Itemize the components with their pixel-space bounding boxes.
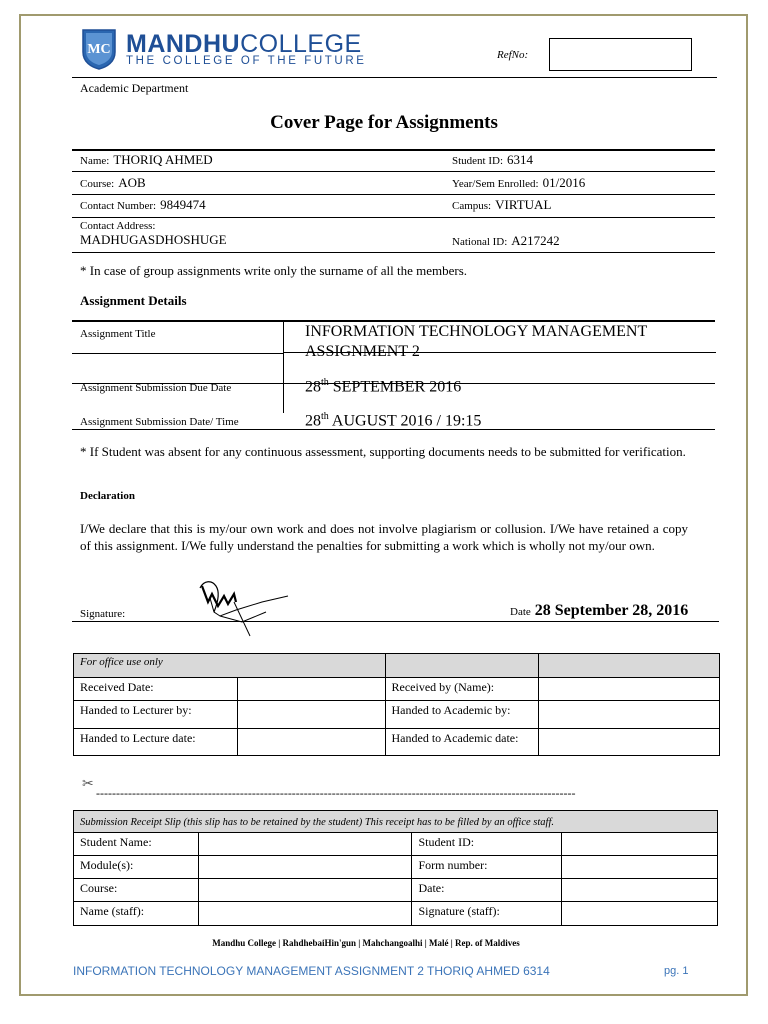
handed-academic-date-label: Handed to Academic date: bbox=[385, 729, 539, 756]
due-date-label: Assignment Submission Due Date bbox=[80, 382, 232, 394]
page-title: Cover Page for Assignments bbox=[270, 112, 498, 133]
logo-wordmark: MANDHUCOLLEGE bbox=[126, 30, 362, 58]
svg-text:MC: MC bbox=[87, 42, 111, 57]
signature-label: Signature: bbox=[80, 608, 126, 620]
handed-lecturer-field[interactable] bbox=[237, 701, 385, 729]
contact-label: Contact Number: bbox=[80, 200, 157, 212]
assignment-title-value: INFORMATION TECHNOLOGY MANAGEMENT bbox=[305, 323, 648, 340]
cut-line: ------------------------------------------------------------------------------------------------------------------------ bbox=[96, 786, 576, 800]
assignment-rule-right bbox=[283, 352, 716, 353]
refno-field[interactable] bbox=[549, 38, 692, 71]
college-crest-icon bbox=[80, 28, 118, 70]
name-value: THORIQ AHMED bbox=[113, 152, 213, 167]
year-row bbox=[452, 174, 585, 192]
national-id-value: A217242 bbox=[511, 233, 560, 248]
college-logo bbox=[80, 28, 367, 72]
info-rule bbox=[72, 171, 715, 172]
course-label: Course: bbox=[80, 178, 115, 190]
date-label: Date bbox=[510, 606, 531, 618]
running-footer: INFORMATION TECHNOLOGY MANAGEMENT ASSIGNMENT 2 THORIQ AHMED 6314 bbox=[73, 964, 550, 978]
scissors-icon: ✂ bbox=[82, 776, 94, 792]
handed-academic-label: Handed to Academic by: bbox=[385, 701, 539, 729]
received-date-field[interactable] bbox=[237, 678, 385, 701]
receipt-date-field[interactable] bbox=[562, 879, 718, 902]
info-rule bbox=[72, 217, 715, 218]
receipt-signature-staff-field[interactable] bbox=[562, 902, 718, 926]
course-row bbox=[80, 174, 146, 192]
received-by-field[interactable] bbox=[539, 678, 720, 701]
assignment-title-value-line2: ASSIGNMENT 2 bbox=[305, 343, 420, 360]
receipt-header: Submission Receipt Slip (this slip has to be retained by the student) This receipt has to be filled by an office staff. bbox=[74, 811, 718, 833]
national-id-row bbox=[452, 232, 560, 250]
receipt-course-label: Course: bbox=[74, 879, 199, 902]
assignment-rule-left bbox=[72, 353, 283, 354]
refno-label: RefNo: bbox=[497, 49, 529, 61]
page-number: pg. 1 bbox=[664, 965, 689, 977]
handed-lecture-date-field[interactable] bbox=[237, 729, 385, 756]
year-value: 01/2016 bbox=[542, 175, 586, 190]
assignment-title-label: Assignment Title bbox=[80, 328, 156, 340]
receipt-date-label: Date: bbox=[412, 879, 562, 902]
college-address: Mandhu College | RahdhebaiHin'gun | Mahchangoalhi | Malé | Rep. of Maldives bbox=[212, 938, 520, 948]
absent-note: * If Student was absent for any continuous assessment, supporting documents needs to be submitted for verification. bbox=[80, 444, 686, 459]
received-by-label: Received by (Name): bbox=[385, 678, 539, 701]
course-value: AOB bbox=[118, 175, 146, 190]
assignment-heading: Assignment Details bbox=[80, 293, 187, 308]
handed-academic-date-field[interactable] bbox=[539, 729, 720, 756]
received-date-label: Received Date: bbox=[74, 678, 238, 701]
receipt-module-label: Module(s): bbox=[74, 856, 199, 879]
submitted-date-label: Assignment Submission Date/ Time bbox=[80, 416, 239, 428]
receipt-signature-staff-label: Signature (staff): bbox=[412, 902, 562, 926]
year-label: Year/Sem Enrolled: bbox=[452, 178, 539, 190]
receipt-name-staff-label: Name (staff): bbox=[74, 902, 199, 926]
campus-row bbox=[452, 196, 551, 214]
office-header-cell bbox=[539, 654, 720, 678]
campus-label: Campus: bbox=[452, 200, 492, 212]
contact-value: 9849474 bbox=[160, 197, 206, 212]
campus-value: VIRTUAL bbox=[495, 197, 552, 212]
handed-academic-field[interactable] bbox=[539, 701, 720, 729]
office-use-header: For office use only bbox=[74, 654, 386, 678]
signature-rule bbox=[72, 621, 719, 622]
office-header-cell bbox=[385, 654, 539, 678]
receipt-student-id-label: Student ID: bbox=[412, 833, 562, 856]
national-id-label: National ID: bbox=[452, 236, 508, 248]
due-date-value: 28th SEPTEMBER 2016 bbox=[305, 377, 462, 396]
date-row bbox=[510, 602, 688, 620]
date-value: 28 September 28, 2016 bbox=[534, 602, 689, 619]
address-value: MADHUGASDHOSHUGE bbox=[80, 232, 227, 247]
receipt-form-number-field[interactable] bbox=[562, 856, 718, 879]
header-divider bbox=[72, 77, 717, 78]
contact-row bbox=[80, 196, 206, 214]
info-bottom-rule bbox=[72, 252, 715, 253]
info-rule bbox=[72, 194, 715, 195]
receipt-course-field[interactable] bbox=[198, 879, 412, 902]
student-id-row bbox=[452, 151, 533, 169]
name-row bbox=[80, 151, 213, 169]
handed-lecture-date-label: Handed to Lecture date: bbox=[74, 729, 238, 756]
receipt-form-number-label: Form number: bbox=[412, 856, 562, 879]
receipt-name-staff-field[interactable] bbox=[198, 902, 412, 926]
receipt-slip-table bbox=[73, 810, 718, 926]
student-id-value: 6314 bbox=[507, 152, 534, 167]
declaration-heading: Declaration bbox=[80, 490, 135, 502]
name-label: Name: bbox=[80, 155, 110, 167]
address-label: Contact Address: bbox=[80, 220, 156, 232]
handed-lecturer-label: Handed to Lecturer by: bbox=[74, 701, 238, 729]
receipt-module-field[interactable] bbox=[198, 856, 412, 879]
receipt-student-name-label: Student Name: bbox=[74, 833, 199, 856]
logo-tagline: THE COLLEGE OF THE FUTURE bbox=[126, 55, 367, 67]
receipt-student-id-field[interactable] bbox=[562, 833, 718, 856]
assignment-divider bbox=[283, 320, 284, 413]
assignment-bottom-rule bbox=[72, 429, 715, 430]
student-id-label: Student ID: bbox=[452, 155, 504, 167]
declaration-text: I/We declare that this is my/our own work and does not involve plagiarism or collusion. I/We have retained a copy of this assignment. I/We fully understand the penalties for submitting a work which is wholly not my/our own. bbox=[80, 521, 688, 553]
submitted-date-value: 28th AUGUST 2016 / 19:15 bbox=[305, 411, 482, 430]
group-note: * In case of group assignments write only the surname of all the members. bbox=[80, 263, 468, 278]
assignment-top-rule bbox=[72, 320, 715, 322]
receipt-student-name-field[interactable] bbox=[198, 833, 412, 856]
department-label: Academic Department bbox=[80, 81, 189, 95]
signature-image bbox=[190, 572, 300, 642]
office-use-table bbox=[73, 653, 720, 756]
